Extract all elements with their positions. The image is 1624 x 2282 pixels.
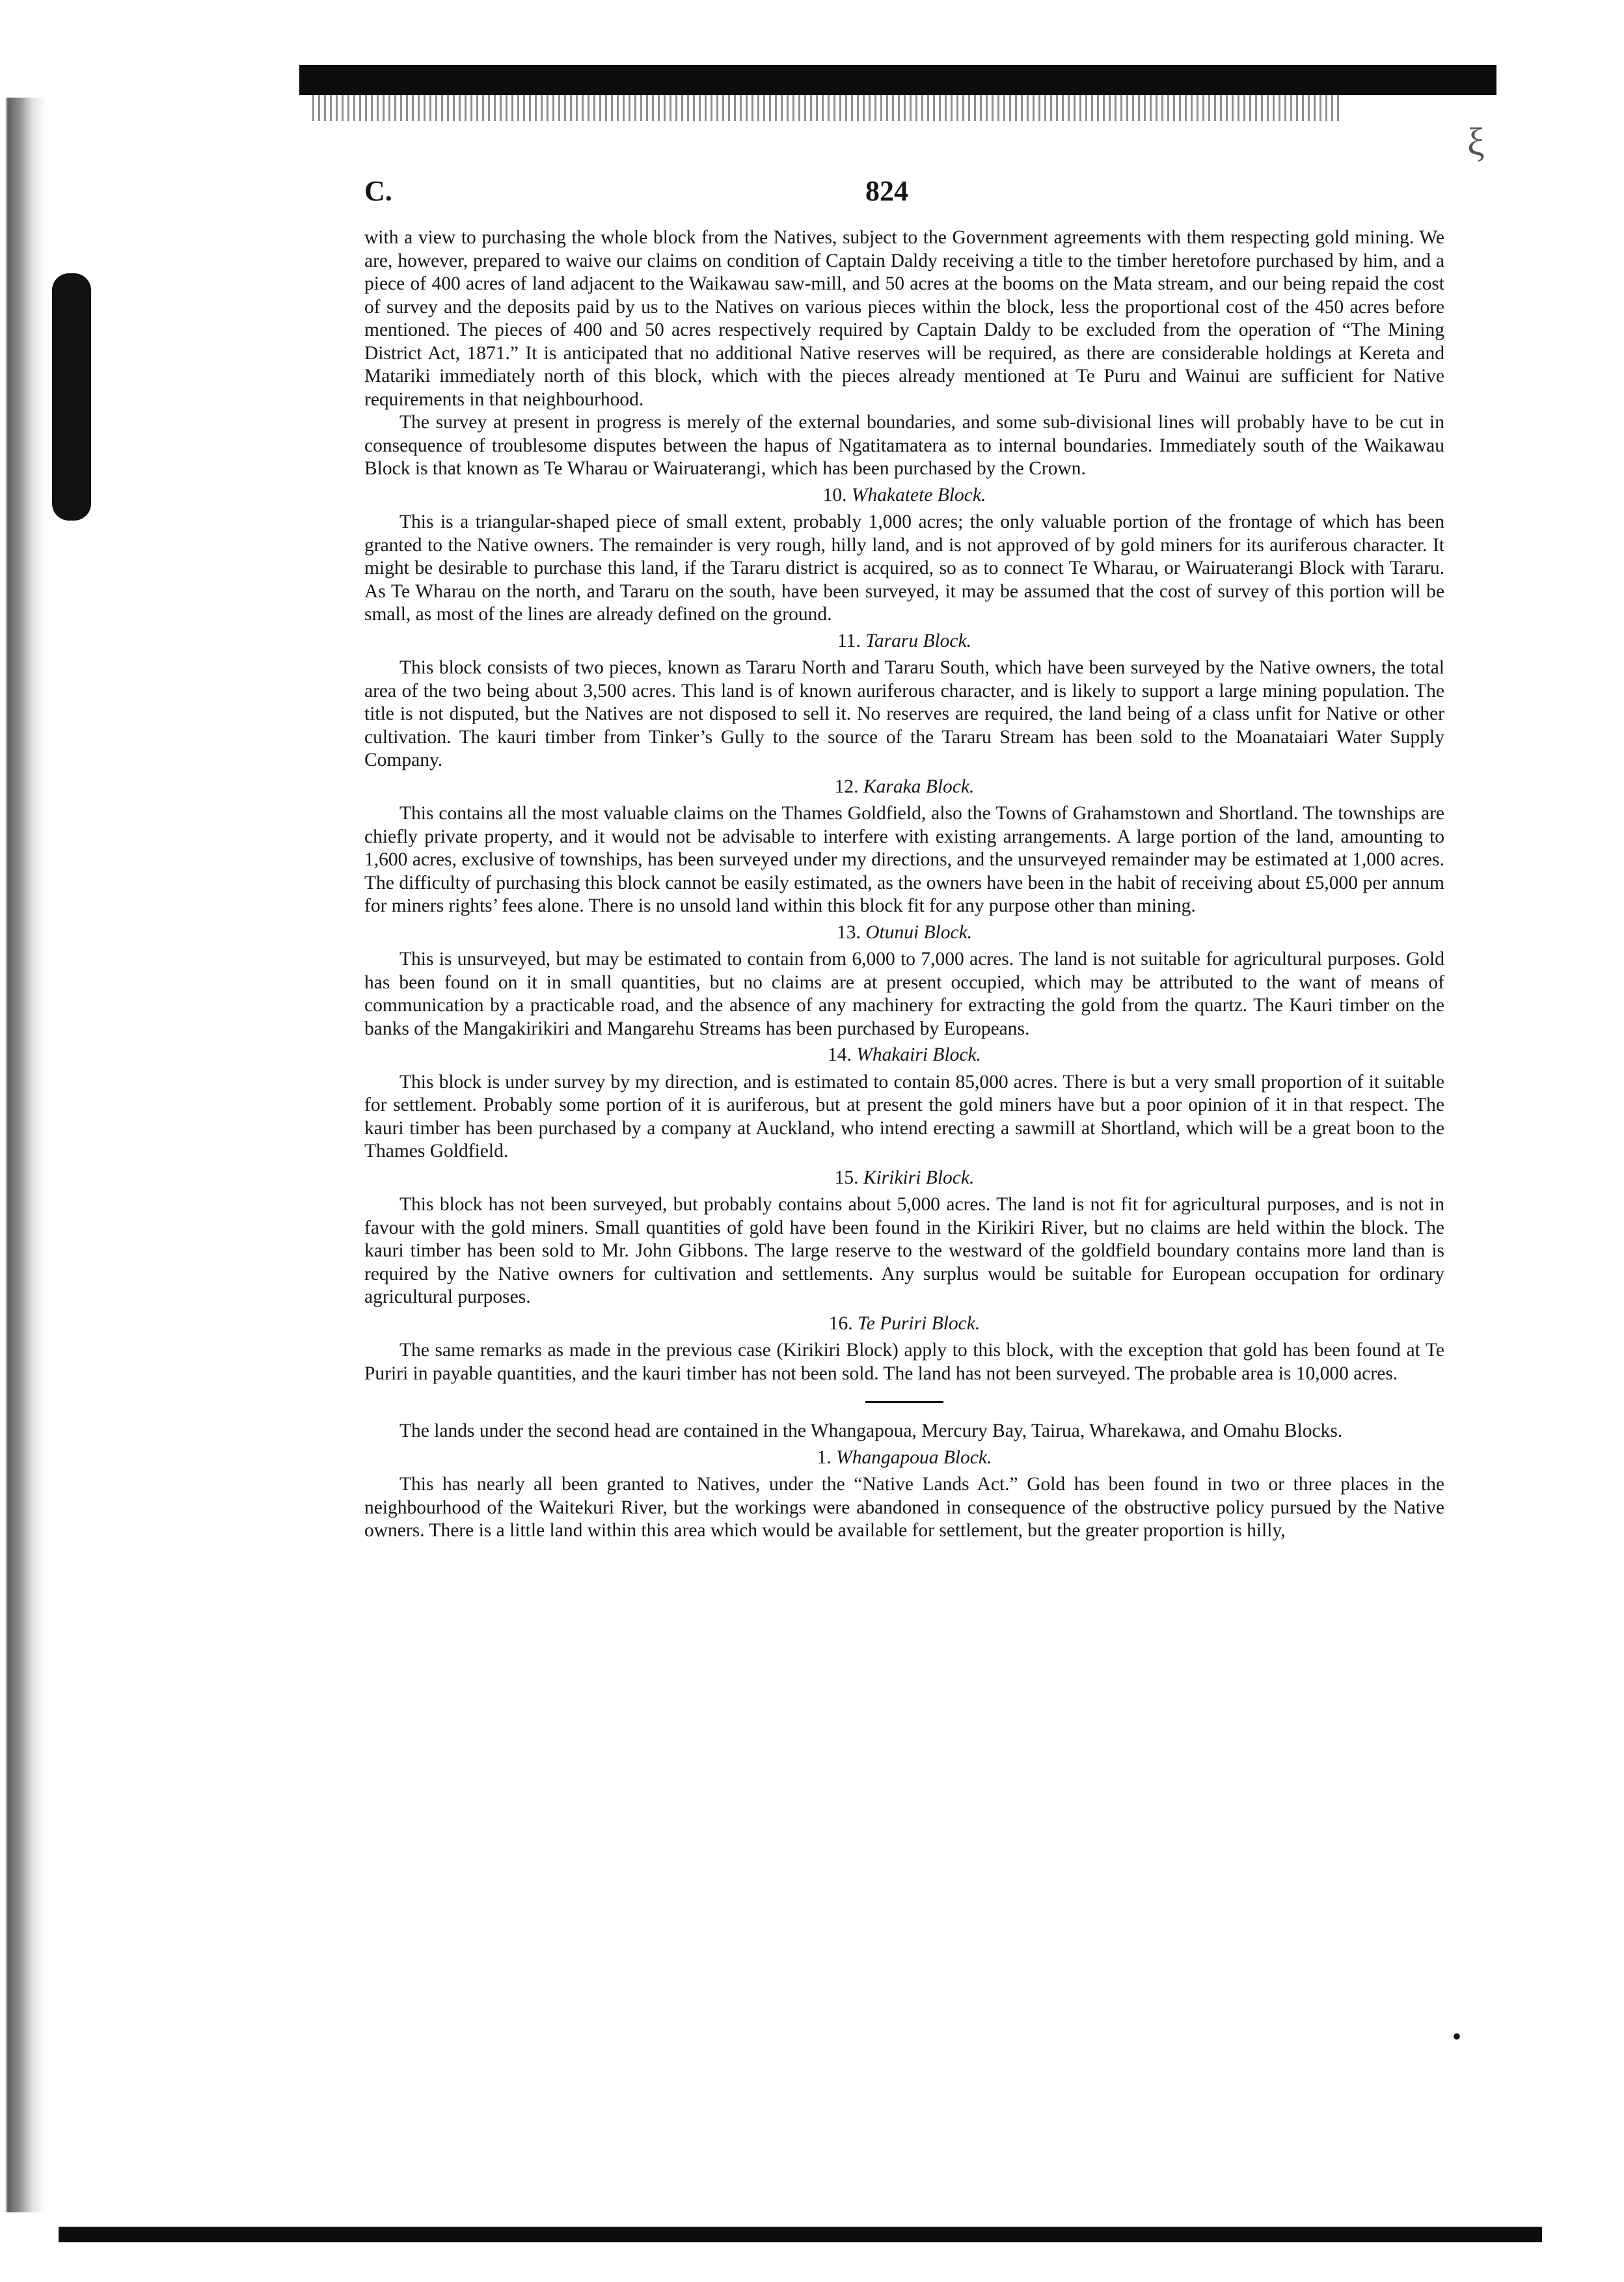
scan-edge-shadow (0, 98, 46, 2212)
block-title: Tararu Block. (865, 630, 971, 651)
margin-mark-top-right: ξ (1467, 120, 1485, 163)
block-number: 13. (836, 921, 861, 943)
block-title: Whangapoua Block. (836, 1447, 992, 1468)
block-number: 15. (834, 1167, 859, 1188)
document-page (364, 174, 1444, 1543)
block-number: 10. (822, 484, 847, 506)
block-title: Whakatete Block. (851, 484, 986, 506)
block-heading (364, 776, 1444, 799)
block-number: 12. (834, 776, 859, 797)
page-header (364, 174, 1444, 226)
second-head-paragraph: The lands under the second head are contained in the Whangapoua, Mercury Bay, Tairua, Wharekawa, and Omahu Blocks. (399, 1420, 1343, 1441)
block-paragraph: This is a triangular-shaped piece of small extent, probably 1,000 acres; the only valuable portion of the frontage of which has been granted to the Native owners. The remainder is very rough, hilly land, and is not approved of by gold miners for its auriferous character. It might be desirable to purchase this land, if the Tararu district is acquired, so as to connect Te Wharau, or Wairuaterangi Block with Tararu. As Te Wharau on the north, and Tararu on the south, have been surveyed, it may be assumed that the cost of survey of this portion will be small, as most of the lines are already defined on the ground. (364, 511, 1444, 625)
section-divider (865, 1401, 943, 1403)
block-title: Te Puriri Block. (858, 1312, 981, 1334)
block-paragraph: This contains all the most valuable claims on the Thames Goldfield, also the Towns of Grahamstown and Shortland. The townships are chiefly private property, and it would not be advisable to interfere with existing arrangements. A large portion of the land, amounting to 1,600 acres, exclusive of townships, has been surveyed under my directions, and the unsurveyed remainder may be estimated at 1,000 acres. The difficulty of purchasing this block cannot be easily estimated, as the owners have been in the habit of receiving about £5,000 per annum for miners rights’ fees alone. There is no unsold land within this block fit for any purpose other than mining. (364, 803, 1444, 916)
block-paragraph: This block has not been surveyed, but probably contains about 5,000 acres. The land is not fit for agricultural purposes, and is not in favour with the gold miners. Small quantities of gold have been found in the Kirikiri River, but no claims are held within the block. The kauri timber has been sold to Mr. John Gibbons. The large reserve to the westward of the goldfield boundary contains more land than is required by the Native owners for cultivation and settlements. Any surplus would be suitable for European occupation for ordinary agricultural purposes. (364, 1194, 1444, 1307)
survey-paragraph: The survey at present in progress is merely of the external boundaries, and some sub-divisional lines will probably have to be cut in consequence of troublesome disputes between the hapus of Ngatitamatera as to internal boundaries. Immediately south of the Waikawau Block is that known as Te Wharau or Wairuaterangi, which has been purchased by the Crown. (364, 412, 1444, 479)
scan-ink-blot (52, 273, 91, 521)
scan-top-noise (312, 95, 1340, 121)
intro-paragraph: with a view to purchasing the whole block from the Natives, subject to the Government agreements with them respecting gold mining. We are, however, prepared to waive our claims on condition of Captain Daldy receiving a title to the timber heretofore purchased by him, and a piece of 400 acres of land adjacent to the Waikawau saw-mill, and 50 acres at the booms on the Mata stream, and our being repaid the cost of survey and the deposits paid by us to the Natives on various pieces within the block, less the proportional cost of the 450 acres before mentioned. The pieces of 400 and 50 acres respectively required by Captain Daldy to be excluded from the operation of “The Mining District Act, 1871.” It is anticipated that no additional Native reserves will be required, as there are considerable holdings at Kereta and Matariki immediately north of this block, which with the pieces already mentioned at Te Puru and Wainui are sufficient for Native requirements in that neighbourhood. (364, 227, 1444, 410)
block-paragraph: This block is under survey by my direction, and is estimated to contain 85,000 acres. There is but a very small proportion of it suitable for settlement. Probably some portion of it is auriferous, but at present the gold miners have but a poor opinion of it in that respect. The kauri timber has been purchased by a company at Auckland, who intend erecting a sawmill at Shortland, which will be a great boon to the Thames Goldfield. (364, 1071, 1444, 1161)
block-heading (364, 1447, 1444, 1470)
block-number: 16. (828, 1312, 853, 1334)
page-number: 824 (865, 175, 908, 207)
block-title: Karaka Block. (863, 776, 975, 797)
block-paragraph: This has nearly all been granted to Natives, under the “Native Lands Act.” Gold has been found in two or three places in the neighbourhood of the Waitekuri River, but the workings were abandoned in consequence of the obstructive policy pursued by the Native owners. There is a little land within this area which would be available for settlement, but the greater proportion is hilly, (364, 1474, 1444, 1541)
block-paragraph: This block consists of two pieces, known as Tararu North and Tararu South, which have been surveyed by the Native owners, the total area of the two being about 3,500 acres. This land is of known auriferous character, and is likely to support a large mining population. The title is not disputed, but the Natives are not disposed to sell it. No reserves are required, the land being of a class unfit for Native or other cultivation. The kauri timber from Tinker’s Gully to the source of the Tararu Stream has been sold to the Moanataiari Water Supply Company. (364, 657, 1444, 770)
block-number: 1. (817, 1447, 832, 1468)
block-heading (364, 1044, 1444, 1067)
scan-bottom-border (59, 2227, 1542, 2242)
block-heading (364, 630, 1444, 653)
block-title: Otunui Block. (865, 921, 973, 943)
block-number: 11. (837, 630, 861, 651)
block-paragraph: The same remarks as made in the previous case (Kirikiri Block) apply to this block, with the exception that gold has been found at Te Puriri in payable quantities, and the kauri timber has not been sold. The land has not been surveyed. The probable area is 10,000 acres. (364, 1340, 1444, 1384)
block-number: 14. (828, 1044, 852, 1065)
block-paragraph: This is unsurveyed, but may be estimated to contain from 6,000 to 7,000 acres. The land is not suitable for agricultural purposes. Gold has been found on it in small quantities, but no claims are at present occupied, which may be attributed to the want of means of communication by a practicable road, and the absence of any machinery for extracting the gold from the quartz. The Kauri timber on the banks of the Mangakirikiri and Mangarehu Streams has been purchased by Europeans. (364, 949, 1444, 1039)
block-heading (364, 1167, 1444, 1190)
block-title: Kirikiri Block. (863, 1167, 975, 1188)
block-heading (364, 484, 1444, 508)
block-heading (364, 1312, 1444, 1336)
section-letter: C. (364, 175, 392, 207)
block-heading (364, 921, 1444, 945)
margin-mark-right-bullet: • (1452, 2022, 1462, 2051)
scan-top-border (299, 65, 1496, 95)
block-title: Whakairi Block. (856, 1044, 981, 1065)
